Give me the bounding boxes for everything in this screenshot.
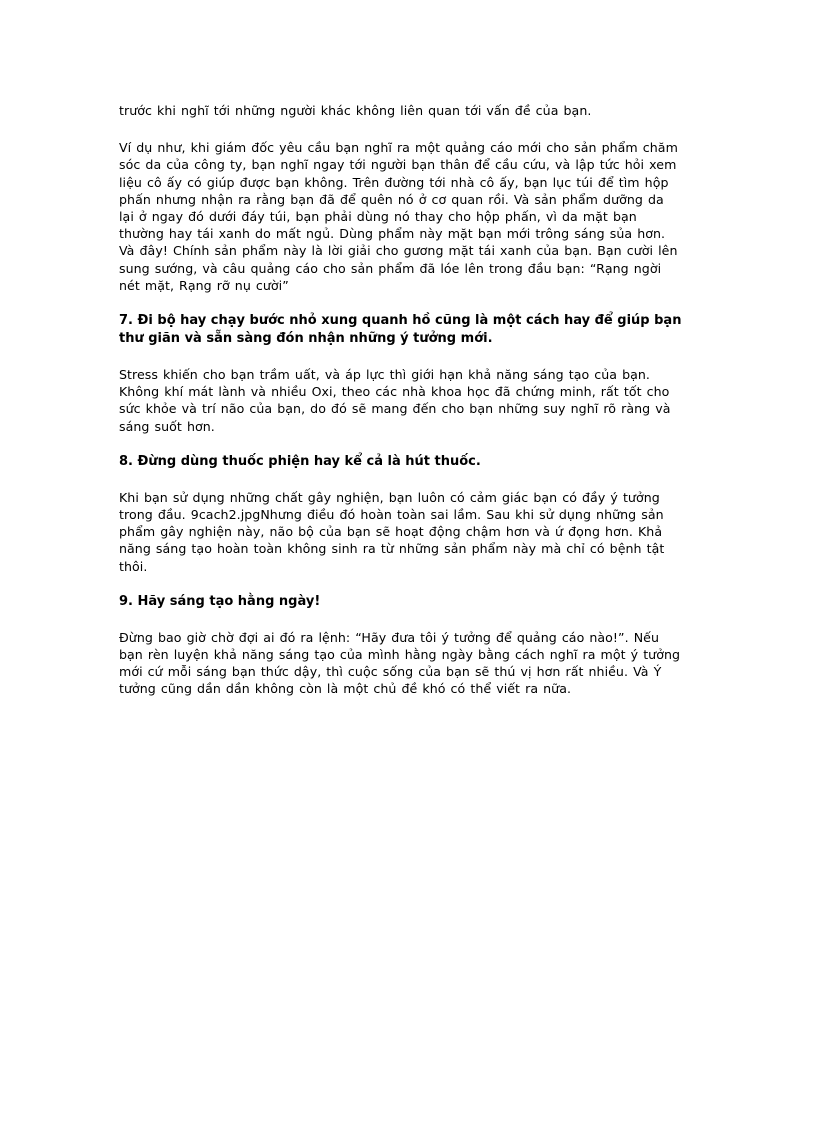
text-line: sóc da của công ty, bạn nghĩ ngay tới người bạn thân để cầu cứu, và lập tức hỏi xem xyxy=(119,157,677,173)
text-line: Đừng bao giờ chờ đợi ai đó ra lệnh: “Hãy đưa tôi ý tưởng để quảng cáo nào!”. Nếu xyxy=(119,629,660,645)
paragraph-daily-creativity xyxy=(119,629,709,698)
text-line: sung sướng, và câu quảng cáo cho sản phẩm đã lóe lên trong đầu bạn: “Rạng ngời xyxy=(119,260,662,276)
text-line: Ví dụ như, khi giám đốc yêu cầu bạn nghĩ ra một quảng cáo mới cho sản phẩm chăm xyxy=(119,140,678,156)
text-line: tưởng cũng dần dần không còn là một chủ đề khó có thể viết ra nữa. xyxy=(119,681,572,697)
text-line: thôi. xyxy=(119,558,148,574)
text-line: thường hay tái xanh do mất ngủ. Dùng phẩm này mặt bạn mới trông sáng sủa hơn. xyxy=(119,226,666,242)
text-line: phẩm gây nghiện này, não bộ của bạn sẽ hoạt động chậm hơn và ứ đọng hơn. Khả xyxy=(119,524,663,540)
section-heading-8 xyxy=(119,453,709,471)
text-line: Không khí mát lành và nhiều Oxi, theo các nhà khoa học đã chứng minh, rất tốt cho xyxy=(119,384,670,400)
paragraph-addiction xyxy=(119,489,709,575)
heading-line: 8. Đừng dùng thuốc phiện hay kể cả là hút thuốc. xyxy=(119,453,481,469)
text-line: bạn rèn luyện khả năng sáng tạo của mình hằng ngày bằng cách nghĩ ra một ý tưởng xyxy=(119,647,681,663)
text-line: năng sáng tạo hoàn toàn không sinh ra từ những sản phẩm này mà chỉ có bệnh tật xyxy=(119,541,665,557)
text-line: mới cứ mỗi sáng bạn thức dậy, thì cuộc sống của bạn sẽ thú vị hơn rất nhiều. Và Ý xyxy=(119,664,662,680)
document-page xyxy=(119,102,709,716)
paragraph-skincare-example xyxy=(119,139,709,294)
text-line: Khi bạn sử dụng những chất gây nghiện, bạn luôn có cảm giác bạn có đầy ý tưởng xyxy=(119,489,660,505)
text-line: Stress khiến cho bạn trầm uất, và áp lực thì giới hạn khả năng sáng tạo của bạn. xyxy=(119,367,650,383)
text-line: liệu cô ấy có giúp được bạn không. Trên đường tới nhà cô ấy, bạn lục túi để tìm hộp xyxy=(119,174,669,190)
text-line: lại ở ngay đó dưới đáy túi, bạn phải dùng nó thay cho hộp phấn, vì da mặt bạn xyxy=(119,209,637,225)
text-line: sức khỏe và trí não của bạn, do đó sẽ mang đến cho bạn những suy nghĩ rõ ràng và xyxy=(119,401,671,417)
section-heading-7 xyxy=(119,312,709,348)
text-line: phấn nhưng nhận ra rằng bạn đã để quên nó ở cơ quan rồi. Và sản phẩm dưỡng da xyxy=(119,191,664,207)
text-line: sáng suốt hơn. xyxy=(119,418,215,434)
heading-line: 9. Hãy sáng tạo hằng ngày! xyxy=(119,593,321,609)
heading-line: 7. Đi bộ hay chạy bước nhỏ xung quanh hồ cũng là một cách hay để giúp bạn xyxy=(119,313,682,329)
paragraph-stress xyxy=(119,366,709,435)
text-line: Và đây! Chính sản phẩm này là lời giải cho gương mặt tái xanh của bạn. Bạn cười lên xyxy=(119,243,678,259)
text-line: nét mặt, Rạng rỡ nụ cười” xyxy=(119,277,289,293)
heading-line: thư giãn và sẵn sàng đón nhận những ý tưởng mới. xyxy=(119,331,493,347)
paragraph-intro-continuation xyxy=(119,102,709,119)
section-heading-9 xyxy=(119,593,709,611)
text-line: trước khi nghĩ tới những người khác không liên quan tới vấn đề của bạn. xyxy=(119,103,592,118)
text-line: trong đầu. 9cach2.jpgNhưng điều đó hoàn toàn sai lầm. Sau khi sử dụng những sản xyxy=(119,507,664,523)
